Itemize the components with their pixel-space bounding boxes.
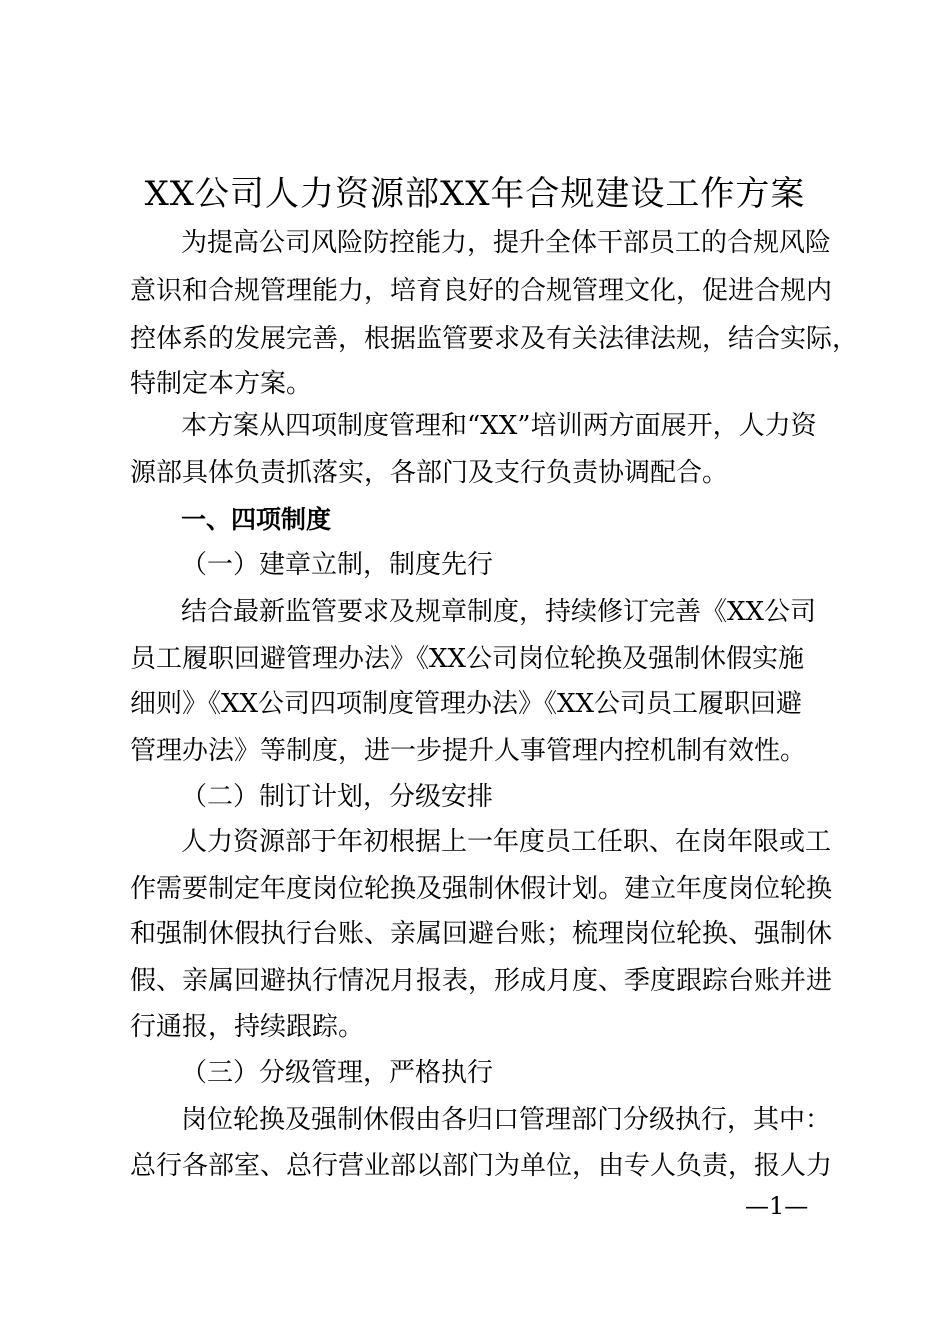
subsection-heading: （一）建章立制，制度先行 (181, 550, 494, 580)
subsection-heading: （三）分级管理，严格执行 (181, 1058, 494, 1088)
paragraph-line: 作需要制定年度岗位轮换及强制休假计划。建立年度岗位轮换 (130, 874, 833, 904)
paragraph-line: 员工履职回避管理办法》《XX公司岗位轮换及强制休假实施 (130, 644, 805, 674)
section-heading: 一、四项制度 (181, 505, 332, 534)
paragraph-line: 和强制休假执行台账、亲属回避台账；梳理岗位轮换、强制休 (130, 919, 833, 949)
paragraph-line: 细则》《XX公司四项制度管理办法》《XX公司员工履职回避 (130, 689, 803, 719)
subsection-heading: （二）制订计划，分级安排 (181, 782, 494, 812)
paragraph-line: 行通报，持续跟踪。 (130, 1012, 365, 1042)
paragraph-line: 源部具体负责抓落实，各部门及支行负责协调配合。 (130, 458, 729, 488)
paragraph-line: 为提高公司风险防控能力，提升全体干部员工的合规风险 (181, 228, 832, 258)
paragraph-line: 特制定本方案。 (130, 369, 313, 399)
paragraph-line: 控体系的发展完善，根据监管要求及有关法律法规，结合实际， (130, 324, 859, 354)
paragraph-line: 假、亲属回避执行情况月报表，形成月度、季度跟踪台账并进 (130, 966, 833, 996)
paragraph-line: 结合最新监管要求及规章制度，持续修订完善《XX公司 (181, 597, 817, 627)
paragraph-line: 本方案从四项制度管理和“XX”培训两方面展开，人力资 (181, 411, 817, 441)
paragraph-line: 总行各部室、总行营业部以部门为单位，由专人负责，报人力 (130, 1151, 833, 1181)
page-number: —1— (745, 1192, 809, 1220)
paragraph-line: 岗位轮换及强制休假由各归口管理部门分级执行，其中： (181, 1105, 832, 1135)
paragraph-line: 意识和合规管理能力，培育良好的合规管理文化，促进合规内 (130, 276, 833, 306)
document-title: XX公司人力资源部XX年合规建设工作方案 (144, 174, 806, 214)
paragraph-line: 人力资源部于年初根据上一年度员工任职、在岗年限或工 (181, 827, 832, 857)
paragraph-line: 管理办法》等制度，进一步提升人事管理内控机制有效性。 (130, 736, 807, 766)
